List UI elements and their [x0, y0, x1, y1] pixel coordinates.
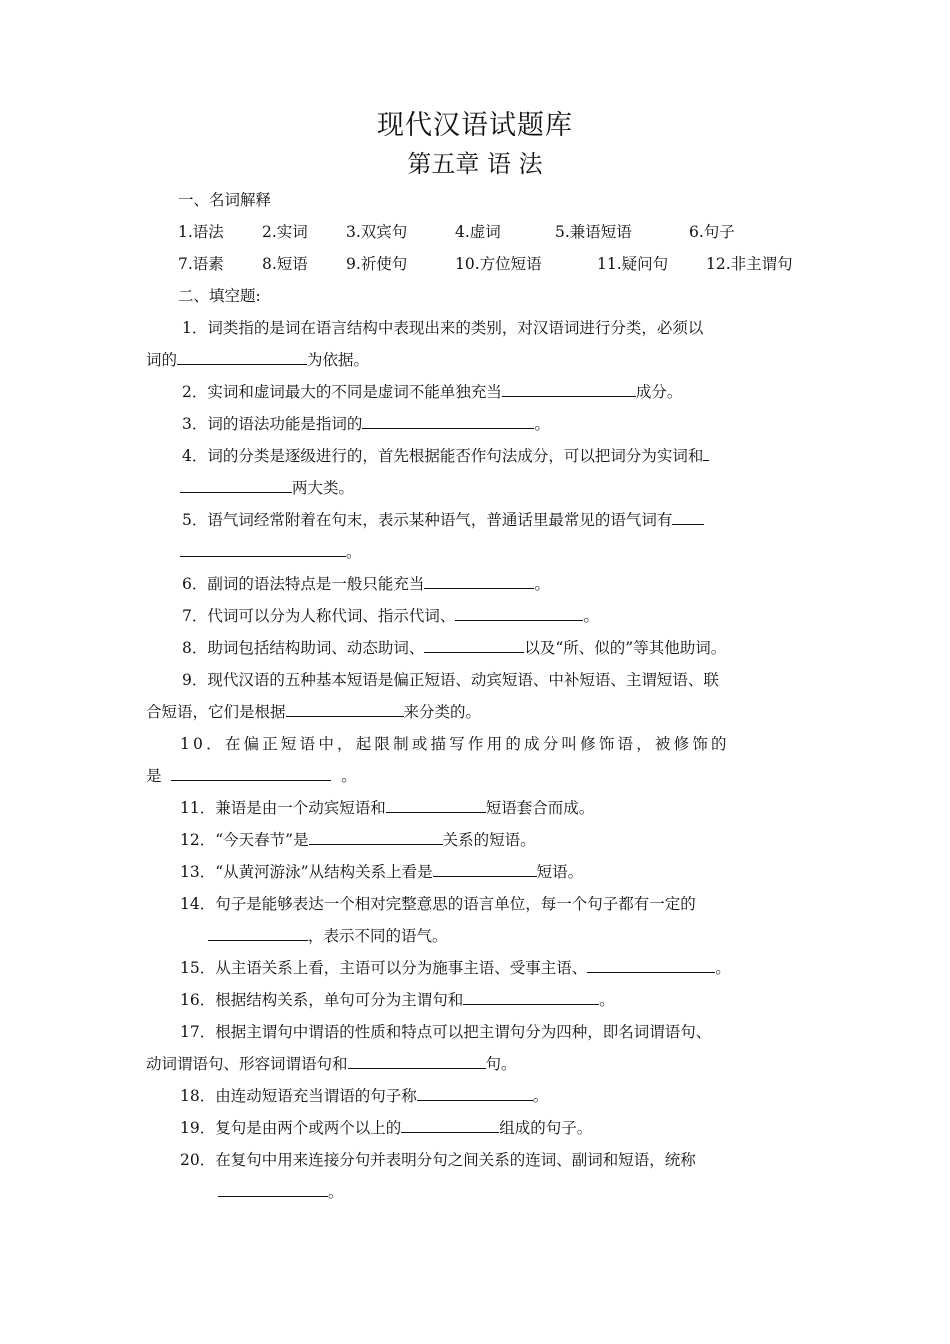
question-text: 12．“今天春节”是	[180, 831, 309, 849]
question-7	[182, 606, 599, 626]
question-text: 。	[534, 415, 550, 433]
question-text: 8．助词包括结构助词、动态助词、	[182, 639, 425, 657]
question-text: 。	[534, 575, 550, 593]
term-item: 5.兼语短语	[555, 223, 632, 241]
question-text: 词的	[146, 351, 178, 369]
section2-heading: 二、填空题:	[178, 287, 261, 305]
question-6	[182, 574, 550, 594]
question-text: 来分类的。	[403, 703, 482, 721]
term-item: 7.语素	[178, 255, 224, 273]
answer-blank[interactable]	[177, 350, 307, 365]
question-text: 5．语气词经常附着在句末，表示某种语气，普通话里最常见的语气词有	[182, 511, 673, 529]
question-text: 16．根据结构关系，单句可分为主谓句和	[180, 991, 464, 1009]
question-12	[180, 830, 536, 850]
question-2	[182, 382, 682, 402]
term-item: 9.祈使句	[346, 255, 408, 273]
answer-blank[interactable]	[401, 1118, 499, 1133]
question-text: 14．句子是能够表达一个相对完整意思的语言单位，每一个句子都有一定的	[180, 895, 696, 913]
answer-blank[interactable]	[424, 638, 524, 653]
question-text: 。	[532, 1087, 549, 1105]
question-text: 2．实词和虚词最大的不同是虚词不能单独充当	[182, 383, 502, 401]
answer-blank[interactable]	[218, 1182, 328, 1197]
question-4	[182, 446, 709, 466]
chapter-title: 第五章 语 法	[407, 150, 543, 178]
answer-blank[interactable]	[348, 1054, 486, 1069]
question-4-cont	[180, 478, 354, 498]
term-item: 12.非主谓句	[706, 255, 793, 273]
question-10-cont	[146, 766, 357, 786]
term-item: 4.虚词	[455, 223, 501, 241]
question-20	[180, 1150, 696, 1170]
answer-blank[interactable]	[309, 830, 443, 845]
question-text: 关系的短语。	[442, 831, 536, 849]
answer-blank[interactable]	[180, 478, 292, 493]
section1-heading: 一、名词解释	[178, 191, 272, 209]
question-text: 18．由连动短语充当谓语的句子称	[180, 1087, 417, 1105]
question-text: 。	[715, 959, 731, 977]
answer-blank[interactable]	[672, 510, 704, 525]
question-text: 9．现代汉语的五种基本短语是偏正短语、动宾短语、中补短语、主谓短语、联	[182, 671, 719, 689]
question-text: ，表示不同的语气。	[308, 927, 448, 945]
question-text: 。	[328, 1183, 344, 1201]
question-text: 11．兼语是由一个动宾短语和	[180, 799, 386, 817]
term-item: 6.句子	[689, 223, 735, 241]
question-text: 20．在复句中用来连接分句并表明分句之间关系的连词、副词和短语，统称	[180, 1151, 696, 1169]
question-text: 13．“从黄河游泳”从结构关系上看是	[180, 863, 433, 881]
question-5-cont	[180, 542, 362, 562]
answer-blank[interactable]	[587, 958, 715, 973]
question-text: 句。	[485, 1055, 517, 1073]
answer-blank[interactable]	[433, 862, 537, 877]
question-text: 为依据。	[307, 351, 370, 369]
question-5	[182, 510, 704, 530]
question-text: 1．词类指的是词在语言结构中表现出来的类别，对汉语词进行分类，必须以	[182, 319, 704, 337]
question-13	[180, 862, 583, 882]
question-text: 10．在偏正短语中，起限制或描写作用的成分叫修饰语，被修饰的	[180, 735, 730, 753]
question-10	[180, 734, 804, 754]
answer-blank[interactable]	[286, 702, 404, 717]
answer-blank[interactable]	[171, 766, 331, 781]
question-text: 4．词的分类是逐级进行的，首先根据能否作句法成分，可以把词分为实词和	[182, 447, 704, 465]
question-text: 。	[583, 607, 599, 625]
answer-blank[interactable]	[703, 446, 709, 461]
question-8	[182, 638, 726, 658]
question-17	[180, 1022, 711, 1042]
question-15	[180, 958, 731, 978]
term-item: 8.短语	[262, 255, 308, 273]
page-title: 现代汉语试题库	[377, 110, 573, 141]
answer-blank[interactable]	[455, 606, 583, 621]
term-item: 1.语法	[178, 223, 224, 241]
term-item: 3.双宾句	[346, 223, 408, 241]
answer-blank[interactable]	[463, 990, 599, 1005]
question-17-cont	[146, 1054, 517, 1074]
question-text: 合短语，它们是根据	[146, 703, 286, 721]
question-text: 15．从主语关系上看，主语可以分为施事主语、受事主语、	[180, 959, 588, 977]
question-text: 3．词的语法功能是指词的	[182, 415, 363, 433]
question-text: 17．根据主谓句中谓语的性质和特点可以把主谓句分为四种，即名词谓语句、	[180, 1023, 712, 1041]
question-3	[182, 414, 550, 434]
answer-blank[interactable]	[502, 382, 636, 397]
question-14	[180, 894, 696, 914]
question-text: 动词谓语句、形容词谓语句和	[146, 1055, 348, 1073]
question-text: 成分。	[635, 383, 683, 401]
question-19	[180, 1118, 592, 1138]
question-text: 。	[599, 991, 615, 1009]
answer-blank[interactable]	[417, 1086, 533, 1101]
answer-blank[interactable]	[362, 414, 534, 429]
term-item: 11.疑问句	[597, 255, 669, 273]
question-18	[180, 1086, 548, 1106]
question-text: 。	[346, 543, 362, 561]
question-text: 组成的句子。	[499, 1119, 593, 1137]
question-11	[180, 798, 594, 818]
question-20-cont	[218, 1182, 344, 1202]
question-1-cont	[146, 350, 369, 370]
question-text: 19．复句是由两个或两个以上的	[180, 1119, 402, 1137]
question-14-cont	[208, 926, 448, 946]
question-9-cont	[146, 702, 481, 722]
question-1	[182, 318, 804, 338]
question-text: 7．代词可以分为人称代词、指示代词、	[182, 607, 456, 625]
question-text: 是	[146, 767, 162, 785]
term-item: 10.方位短语	[455, 255, 542, 273]
question-16	[180, 990, 615, 1010]
question-text: 两大类。	[292, 479, 355, 497]
term-item: 2.实词	[262, 223, 308, 241]
answer-blank[interactable]	[208, 926, 308, 941]
question-text: 6．副词的语法特点是一般只能充当	[182, 575, 425, 593]
question-text: 短语套合而成。	[485, 799, 595, 817]
question-text: 以及“所、似的”等其他助词。	[524, 639, 727, 657]
answer-blank[interactable]	[386, 798, 486, 813]
question-text: 。	[341, 767, 357, 785]
answer-blank[interactable]	[180, 542, 346, 557]
question-9	[182, 670, 719, 690]
question-text: 短语。	[536, 863, 584, 881]
answer-blank[interactable]	[424, 574, 534, 589]
